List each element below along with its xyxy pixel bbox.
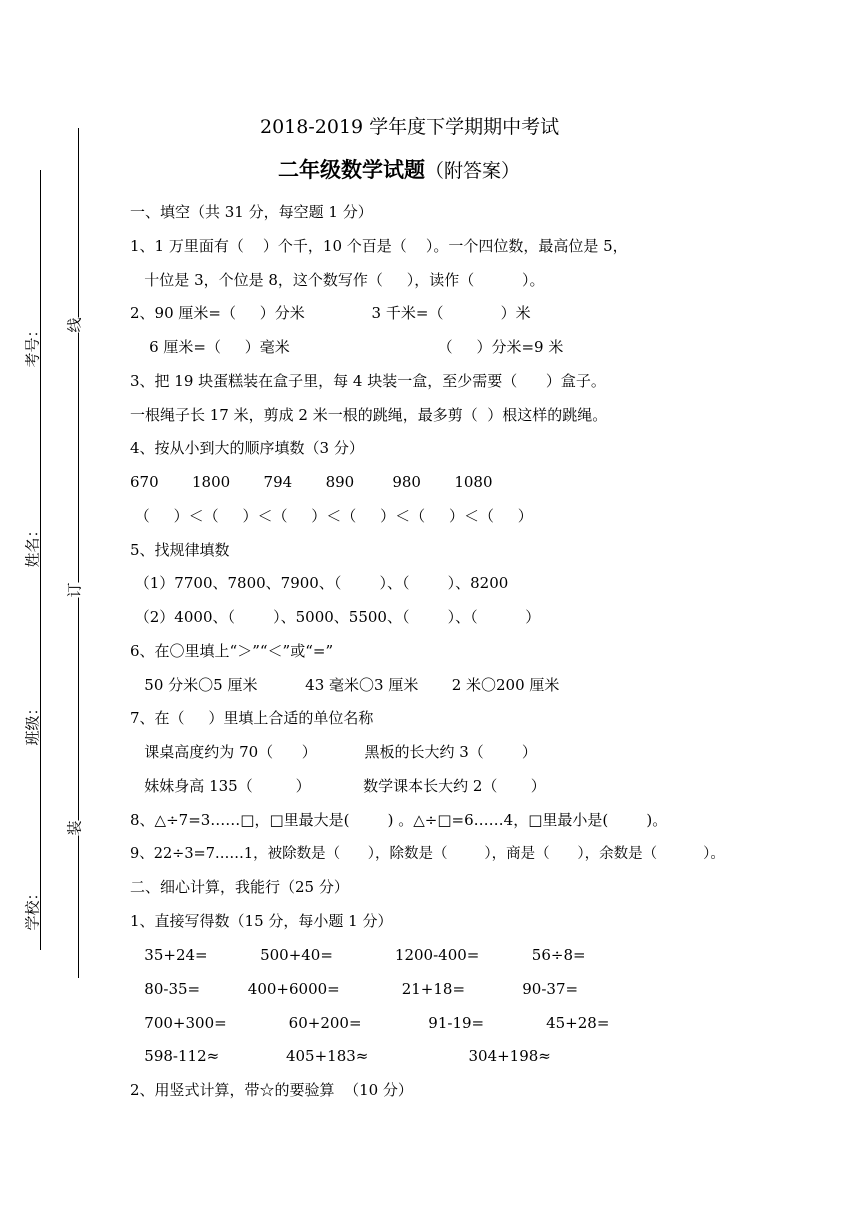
question-4-blanks: （ ）＜（ ）＜（ ）＜（ ）＜（ ）＜（ ） (130, 507, 533, 525)
binding-mark-staple: 订 (65, 582, 84, 598)
exam-title: 2018-2019 学年度下学期期中考试 (260, 116, 560, 138)
question-5-heading: 5、找规律填数 (130, 541, 230, 559)
question-7-heading: 7、在（ ）里填上合适的单位名称 (130, 709, 374, 727)
question-3-line-2: 一根绳子长 17 米，剪成 2 米一根的跳绳，最多剪（ ）根这样的跳绳。 (130, 406, 608, 424)
question-5-sub-1: （1）7700、7800、7900、（ ）、（ ）、8200 (130, 574, 509, 592)
section-1-heading: 一、填空（共 31 分，每空题 1 分） (130, 203, 373, 221)
calc-2-heading: 2、用竖式计算，带☆的要验算 （10 分） (130, 1081, 413, 1099)
exam-subtitle (278, 157, 521, 182)
question-6-items: 50 分米〇5 厘米 43 毫米〇3 厘米 2 米〇200 厘米 (130, 676, 560, 694)
calc-1-heading: 1、直接写得数（15 分，每小题 1 分） (130, 912, 393, 930)
question-1-line-2: 十位是 3，个位是 8，这个数写作（ ），读作（ ）。 (130, 271, 545, 289)
binding-mark-line: 线 (65, 317, 84, 333)
field-school-label: 学校： (23, 885, 42, 931)
field-exam-number-label: 考号： (23, 322, 42, 368)
binding-mark-bind: 装 (65, 820, 84, 836)
question-3-line-1: 3、把 19 块蛋糕装在盒子里，每 4 块装一盒，至少需要（ ）盒子。 (130, 372, 606, 390)
question-4-numbers: 670 1800 794 890 980 1080 (130, 473, 493, 491)
question-1-line-1: 1、1 万里面有（ ）个千，10 个百是（ ）。一个四位数，最高位是 5， (130, 237, 628, 255)
question-7-items-2: 妹妹身高 135（ ） 数学课本长大约 2（ ） (130, 777, 546, 795)
field-class-label: 班级： (23, 700, 42, 746)
question-2-line-1: 2、90 厘米=（ ）分米 3 千米=（ ）米 (130, 304, 531, 322)
field-name-label: 姓名： (23, 522, 42, 568)
subtitle-main: 二年级数学试题 (278, 157, 425, 182)
section-2-heading: 二、细心计算，我能行（25 分） (130, 878, 349, 896)
question-8: 8、△÷7=3……□，□里最大是( ) 。△÷□=6……4，□里最小是( )。 (130, 811, 668, 829)
subtitle-suffix: （附答案） (425, 160, 521, 182)
calc-row-4: 598-112≈ 405+183≈ 304+198≈ (130, 1047, 551, 1065)
question-5-sub-2: （2）4000、（ ）、5000、5500、（ ）、（ ） (130, 608, 541, 626)
calc-row-1: 35+24= 500+40= 1200-400= 56÷8= (130, 946, 586, 964)
question-4-heading: 4、按从小到大的顺序填数（3 分） (130, 439, 364, 457)
binding-line-right (78, 128, 79, 978)
question-6-heading: 6、在〇里填上“＞”“＜”或“=” (130, 642, 334, 660)
calc-row-2: 80-35= 400+6000= 21+18= 90-37= (130, 980, 579, 998)
question-2-line-2: 6 厘米=（ ）毫米 （ ）分米=9 米 (130, 338, 564, 356)
question-9: 9、22÷3=7……1，被除数是（ ），除数是（ ），商是（ ），余数是（ ）。 (130, 846, 725, 862)
question-7-items-1: 课桌高度约为 70（ ） 黑板的长大约 3（ ） (130, 743, 537, 761)
calc-row-3: 700+300= 60+200= 91-19= 45+28= (130, 1014, 610, 1032)
